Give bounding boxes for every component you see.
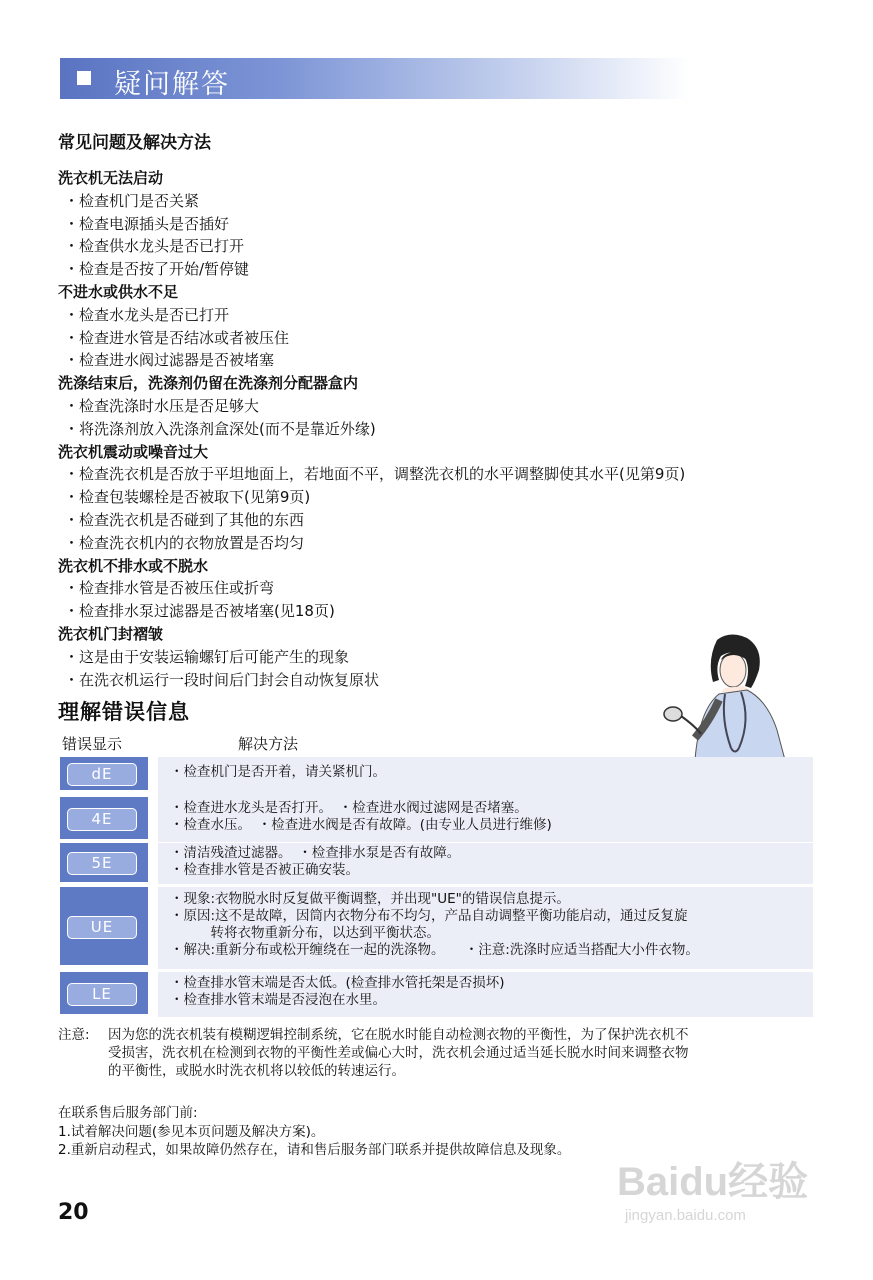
error-code-cell <box>60 757 148 790</box>
note-line: 因为您的洗衣机装有模糊逻辑控制系统，它在脱水时能自动检测衣物的平衡性，为了保护洗衣机不 <box>108 1027 689 1043</box>
section-title: 疑问解答 <box>114 69 230 100</box>
faq-check-item: ・检查进水管是否结冰或者被压住 <box>64 328 290 347</box>
faq-check-item: ・检查排水泵过滤器是否被堵塞(见18页) <box>64 602 335 621</box>
error-code: LE <box>67 983 137 1006</box>
column-header-code: 错误显示 <box>62 735 123 753</box>
faq-problem-heading: 不进水或供水不足 <box>58 282 179 301</box>
solution-line: ・原因:这不是故障，因筒内衣物分布不均匀，产品自动调整平衡功能启动，通过反复旋 <box>170 908 688 924</box>
faq-heading: 常见问题及解决方法 <box>58 133 211 153</box>
faq-problem-heading: 洗衣机门封褶皱 <box>58 624 164 643</box>
solution-line: ・现象:衣物脱水时反复做平衡调整，并出现"UE"的错误信息提示。 <box>170 891 570 907</box>
faq-check-item: ・检查电源插头是否插好 <box>64 214 230 233</box>
error-code-cell <box>60 972 148 1014</box>
faq-check-item: ・检查排水管是否被压住或折弯 <box>64 579 275 598</box>
watermark-logo: Baidu经验 <box>617 1160 809 1204</box>
error-code-cell <box>60 797 148 839</box>
error-row-ue <box>60 887 813 965</box>
error-row-4e <box>60 797 813 839</box>
error-code: 4E <box>67 808 137 831</box>
faq-check-item: ・检查水龙头是否已打开 <box>64 305 230 324</box>
watermark-url: jingyan.baidu.com <box>625 1207 746 1224</box>
solution-line: ・检查机门是否开着，请关紧机门。 <box>170 764 386 780</box>
faq-check-item: ・检查洗涤时水压是否足够大 <box>64 396 260 415</box>
faq-check-item: ・检查供水龙头是否已打开 <box>64 237 245 256</box>
faq-problem-heading: 洗衣机不排水或不脱水 <box>58 556 209 575</box>
error-code-cell <box>60 887 148 965</box>
error-row-de <box>60 757 813 790</box>
error-code-cell <box>60 843 148 882</box>
error-solution <box>158 757 813 797</box>
faq-check-item: ・检查洗衣机内的衣物放置是否均匀 <box>64 533 305 552</box>
error-code: dE <box>67 763 137 786</box>
solution-line: ・检查排水管是否被正确安装。 <box>170 862 359 878</box>
solution-line: ・检查进水龙头是否打开。 ・检查进水阀过滤网是否堵塞。 <box>170 800 528 816</box>
contact-step: 1.试着解决问题(参见本页问题及解决方案)。 <box>58 1123 325 1140</box>
faq-problem-heading: 洗衣机震动或噪音过大 <box>58 442 209 461</box>
solution-line: ・检查排水管末端是否太低。(检查排水管托架是否损坏) <box>170 975 505 991</box>
contact-block <box>58 1104 570 1160</box>
solution-line: ・检查排水管末端是否浸泡在水里。 <box>170 992 386 1008</box>
error-solution <box>158 797 813 842</box>
faq-problem-heading: 洗衣机无法启动 <box>58 169 164 187</box>
woman-with-stethoscope-illustration <box>655 630 790 760</box>
column-header-solution: 解决方法 <box>238 735 299 753</box>
faq-list <box>58 167 858 691</box>
note-line: 的平衡性，或脱水时洗衣机将以较低的转速运行。 <box>108 1063 405 1079</box>
error-solution <box>158 843 813 884</box>
faq-check-item: ・检查机门是否关紧 <box>64 191 200 210</box>
faq-check-item: ・在洗衣机运行一段时间后门封会自动恢复原状 <box>64 670 380 689</box>
error-row-5e <box>60 843 813 882</box>
note-text <box>108 1026 818 1080</box>
faq-check-item: ・这是由于安装运输螺钉后可能产生的现象 <box>64 647 350 666</box>
solution-line: ・检查水压。 ・检查进水阀是否有故障。(由专业人员进行维修) <box>170 817 552 833</box>
faq-problem-heading: 洗涤结束后，洗涤剂仍留在洗涤剂分配器盒内 <box>58 374 359 393</box>
faq-check-item: ・检查洗衣机是否放于平坦地面上，若地面不平，调整洗衣机的水平调整脚使其水平(见第9页) <box>64 465 686 484</box>
section-banner <box>60 58 690 99</box>
faq-check-item: ・检查进水阀过滤器是否被堵塞 <box>64 351 275 370</box>
watermark <box>617 1150 808 1224</box>
square-bullet-icon <box>77 71 91 85</box>
faq-check-item: ・检查包装螺栓是否被取下(见第9页) <box>64 488 311 507</box>
page-number: 20 <box>58 1200 89 1225</box>
error-code: 5E <box>67 852 137 875</box>
contact-title: 在联系售后服务部门前: <box>58 1105 198 1121</box>
faq-check-item: ・检查洗衣机是否碰到了其他的东西 <box>64 510 305 529</box>
note-label: 注意: <box>58 1027 90 1043</box>
errors-heading: 理解错误信息 <box>58 700 190 724</box>
faq-check-item: ・将洗涤剂放入洗涤剂盒深处(而不是靠近外缘) <box>64 419 376 438</box>
solution-line: ・解决:重新分布或松开缠绕在一起的洗涤物。 ・注意:洗涤时应适当搭配大小件衣物。 <box>170 942 699 958</box>
error-code: UE <box>67 916 137 939</box>
note-line: 受损害，洗衣机在检测到衣物的平衡性差或偏心大时，洗衣机会通过适当延长脱水时间来调整衣物 <box>108 1045 689 1061</box>
error-solution <box>158 887 813 969</box>
solution-line: 转将衣物重新分布，以达到平衡状态。 <box>170 925 440 941</box>
faq-check-item: ・检查是否按了开始/暂停键 <box>64 260 250 279</box>
error-row-le <box>60 972 813 1014</box>
solution-line: ・清洁残渣过滤器。 ・检查排水泵是否有故障。 <box>170 845 461 861</box>
error-solution <box>158 972 813 1017</box>
contact-step: 2.重新启动程式，如果故障仍然存在，请和售后服务部门联系并提供故障信息及现象。 <box>58 1142 571 1158</box>
